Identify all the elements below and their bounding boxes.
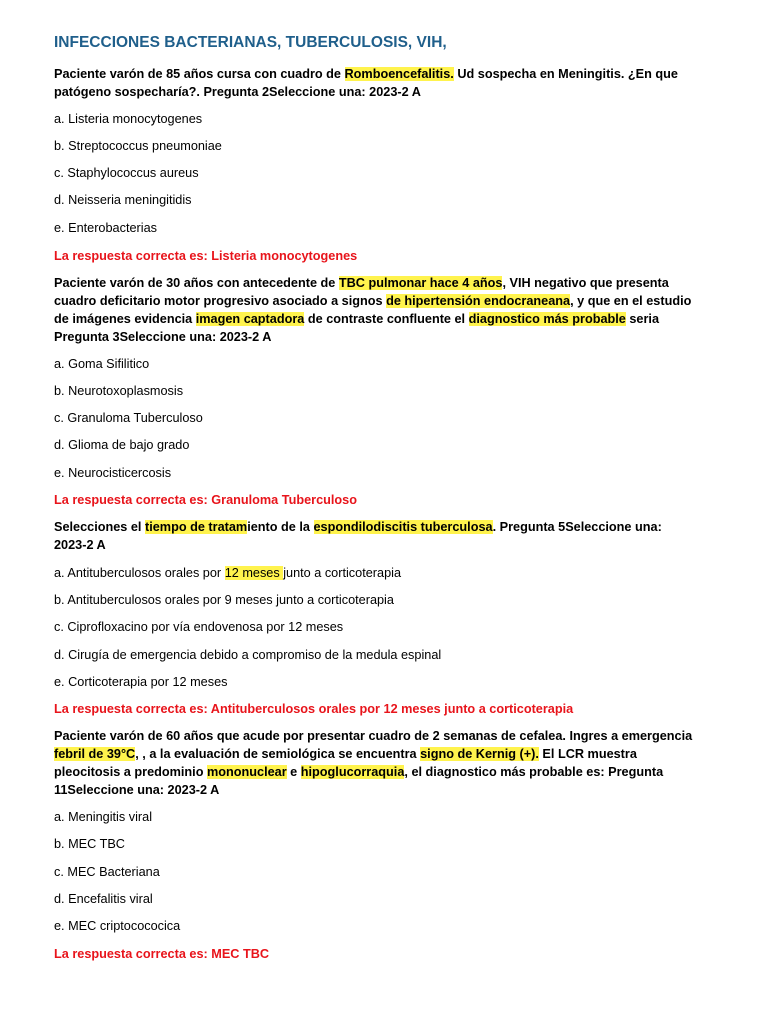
highlighted-text: de hipertensión endocraneana [386, 294, 571, 308]
highlighted-text: hipoglucorraquia [300, 765, 405, 779]
text-segment: , VIH negativo que presenta cuadro deficitario motor progresivo asociado a signos [54, 276, 669, 308]
text-segment: b. Streptococcus pneumoniae [54, 139, 222, 153]
text-segment: d. Glioma de bajo grado [54, 438, 190, 452]
text-segment: Selecciones el [54, 520, 145, 534]
question-4-option-d [54, 890, 153, 908]
question-1-option-a [54, 110, 202, 128]
text-segment: c. Granuloma Tuberculoso [54, 411, 203, 425]
question-3-answer: La respuesta correcta es: Antituberculosos orales por 12 meses junto a corticoterapia [54, 702, 574, 716]
highlighted-text: TBC pulmonar hace 4 años [338, 276, 503, 290]
text-segment: c. Staphylococcus aureus [54, 166, 199, 180]
question-3-option-c [54, 618, 343, 636]
question-2-stem [54, 274, 694, 346]
page-title: INFECCIONES BACTERIANAS, TUBERCULOSIS, VIH, [54, 34, 447, 51]
question-2-option-c [54, 409, 203, 427]
question-2-option-d [54, 436, 189, 454]
highlighted-text: 12 meses [224, 566, 284, 580]
text-segment: d. Encefalitis viral [54, 892, 153, 906]
question-3-option-e [54, 673, 227, 691]
question-3-option-d [54, 646, 441, 664]
question-3-option-a [54, 564, 401, 582]
text-segment: , el diagnostico más probable es: Pregunta 11Seleccione una: 2023-2 A [54, 765, 664, 797]
highlighted-text: mononuclear [206, 765, 287, 779]
text-segment: e. MEC criptocococica [54, 919, 181, 933]
text-segment: b. Neurotoxoplasmosis [54, 384, 184, 398]
question-1-answer: La respuesta correcta es: Listeria monocytogenes [54, 249, 358, 263]
text-segment: Paciente varón de 30 años con antecedente de [54, 276, 339, 290]
text-segment: , y que en el estudio de imágenes evidencia [54, 294, 692, 326]
highlighted-text: tiempo de tratam [144, 520, 248, 534]
text-segment: . Pregunta 5Seleccione una: 2023-2 A [54, 520, 662, 552]
text-segment: , , a la evaluación de semiológica se encuentra [135, 747, 421, 761]
text-segment: Ud sospecha en Meningitis. ¿En que patógeno sospecharía?. Pregunta 2Seleccione una: 2023-2 A [54, 67, 678, 99]
question-4-stem [54, 727, 694, 799]
question-4-option-a [54, 808, 152, 826]
text-segment: c. MEC Bacteriana [54, 865, 160, 879]
highlighted-text: Romboencefalitis. [344, 67, 454, 81]
text-segment: d. Cirugía de emergencia debido a compromiso de la medula espinal [54, 648, 442, 662]
text-segment: b. MEC TBC [54, 837, 125, 851]
question-3-option-b [54, 591, 394, 609]
text-segment: a. Meningitis viral [54, 810, 153, 824]
text-segment: d. Neisseria meningitidis [54, 193, 192, 207]
text-segment: a. Antituberculosos orales por [54, 566, 225, 580]
text-segment: junto a corticoterapia [283, 566, 401, 580]
text-segment: de contraste confluente el [304, 312, 469, 326]
text-segment: e. Corticoterapia por 12 meses [54, 675, 228, 689]
question-2-answer: La respuesta correcta es: Granuloma Tuberculoso [54, 493, 357, 507]
question-2-option-e [54, 464, 171, 482]
text-segment: El LCR muestra pleocitosis a predominio [54, 747, 637, 779]
highlighted-text: diagnostico más probable [468, 312, 626, 326]
question-2-option-b [54, 382, 183, 400]
text-segment: c. Ciprofloxacino por vía endovenosa por 12 meses [54, 620, 344, 634]
question-4-option-b [54, 835, 125, 853]
question-2-option-a [54, 355, 149, 373]
question-4-option-c [54, 863, 160, 881]
text-segment: Paciente varón de 85 años cursa con cuadro de [54, 67, 345, 81]
question-1-option-b [54, 137, 222, 155]
question-4-option-e [54, 917, 180, 935]
text-segment: a. Goma Sifilitico [54, 357, 150, 371]
question-1-option-d [54, 191, 192, 209]
highlighted-text: signo de Kernig (+). [420, 747, 539, 761]
highlighted-text: febril de 39°C [54, 747, 136, 761]
text-segment: iento de la [247, 520, 314, 534]
question-3-stem [54, 518, 694, 554]
highlighted-text: imagen captadora [195, 312, 305, 326]
text-segment: Paciente varón de 60 años que acude por presentar cuadro de 2 semanas de cefalea. Ingres a emergencia [54, 729, 693, 743]
question-4-answer: La respuesta correcta es: MEC TBC [54, 947, 270, 961]
question-1-option-c [54, 164, 199, 182]
text-segment: b. Antituberculosos orales por 9 meses junto a corticoterapia [54, 593, 394, 607]
text-segment: e. Neurocisticercosis [54, 466, 172, 480]
text-segment: seria Pregunta 3Seleccione una: 2023-2 A [54, 312, 659, 344]
text-segment: e. Enterobacterias [54, 221, 157, 235]
question-1-stem [54, 65, 694, 101]
text-segment: a. Listeria monocytogenes [54, 112, 203, 126]
question-1-option-e [54, 219, 157, 237]
highlighted-text: espondilodiscitis tuberculosa [313, 520, 493, 534]
text-segment: e [286, 765, 301, 779]
